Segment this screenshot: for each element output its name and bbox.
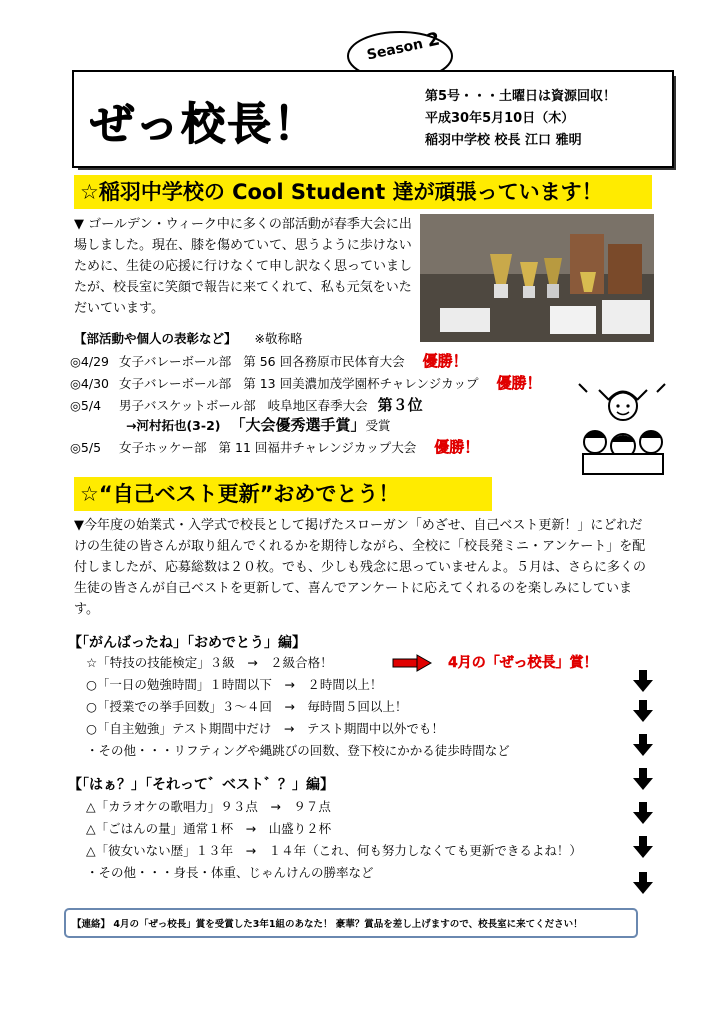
notice-tag: 【連絡】 [72, 919, 111, 930]
arrow-down-icon [633, 734, 653, 756]
trophy-photo [420, 214, 654, 342]
group1-heading: 【「がんばったね」「おめでとう」編】 [68, 635, 306, 651]
season-label: Season 2 [365, 28, 442, 64]
date-line: 平成30年5月10日（木） [425, 111, 575, 126]
arrow-down-icon [633, 700, 653, 722]
result-row: ◎4/29 女子バレーボール部 第 56 回各務原市民体育大会 優勝！ [70, 352, 468, 370]
list-item: ○「授業での挙手回数」３～４回 → 毎時間５回以上！ [86, 699, 408, 714]
notice-box [64, 908, 638, 938]
arrow-down-icon [633, 768, 653, 790]
result-row: ◎5/5 女子ホッケー部 第 11 回福井チャレンジカップ大会 優勝！ [70, 438, 480, 456]
results-header: 【部活動や個人の表彰など】 ※敬称略 [74, 331, 303, 346]
award-label: 4月の「ぜっ校長」賞！ [448, 655, 598, 671]
newsletter-title: ぜっ校長！ [90, 99, 320, 150]
result-row: ◎5/4 男子バスケットボール部 岐阜地区春季大会 第３位 [70, 396, 423, 414]
list-item: ・その他・・・身長・体重、じゃんけんの勝率など [86, 865, 374, 880]
list-item: △「カラオケの歌唱力」９３点 → ９７点 [86, 799, 331, 814]
arrow-down-icon [633, 802, 653, 824]
arrow-down-icon [633, 872, 653, 894]
group2-heading: 【「はぁ？」「それって゛ベスト゛？」編】 [68, 777, 334, 793]
section1-heading: ☆稲羽中学校の Cool Student 達が頑張っています！ [74, 175, 652, 209]
list-item: ・その他・・・リフティングや縄跳びの回数、登下校にかかる徒歩時間など [86, 743, 510, 758]
arrow-down-icon [633, 836, 653, 858]
arrow-right-icon [392, 654, 432, 672]
cheering-students-illustration [575, 380, 671, 476]
award-row: →河村拓也(3-2) 「大会優秀選手賞」受賞 [126, 416, 391, 434]
section1-paragraph: ▼ ゴールデン・ウィーク中に多くの部活動が春季大会に出場しました。現在、膝を傷めていて、思うように歩けないために、生徒の応援に行けなくて申し訳なく思っていましたが、校長室に笑顔で報告に来てくれて、私も元気をいただいています。 [74, 217, 413, 316]
result-row: ◎4/30 女子バレーボール部 第 13 回美濃加茂学園杯チャレンジカップ 優勝！ [70, 374, 542, 392]
list-item: △「彼女いない歴」１３年 → １４年（これ、何も努力しなくても更新できるよね！） [86, 843, 582, 858]
section2-heading: ☆“自己ベスト更新”おめでとう！ [74, 477, 492, 511]
arrow-down-icon [633, 670, 653, 692]
author-line: 稲羽中学校 校長 江口 雅明 [425, 133, 582, 148]
list-item: △「ごはんの量」通常１杯 → 山盛り２杯 [86, 821, 332, 836]
list-item: ☆「特技の技能検定」３級 → ２級合格！ [86, 655, 333, 670]
issue-line: 第5号・・・土曜日は資源回収！ [425, 89, 617, 104]
section2-paragraph: ▼今年度の始業式・入学式で校長として掲げたスローガン「めざせ、自己ベスト更新！」にどれだけの生徒の皆さんが取り組んでくれるかを期待しながら、全校に「校長発ミニ・アンケート」を配付しましたが、応募総数は２０枚。でも、少しも残念に思っていませんよ。５月は、さらに多くの生徒の皆さんが自己ベストを更新して、喜んでアンケートに応えてくれるのを楽しみにしています。 [74, 518, 647, 617]
issue-info [425, 86, 616, 152]
list-item: ○「自主勉強」テスト期間中だけ → テスト期間中以外でも！ [86, 721, 444, 736]
notice-text: 4月の「ぜっ校長」賞を受賞した3年1組のあなた！ 豪華？賞品を差し上げますので、校長室に来てください！ [113, 919, 583, 930]
list-item: ○「一日の勉強時間」１時間以下 → ２時間以上！ [86, 677, 383, 692]
down-arrows [630, 670, 656, 898]
